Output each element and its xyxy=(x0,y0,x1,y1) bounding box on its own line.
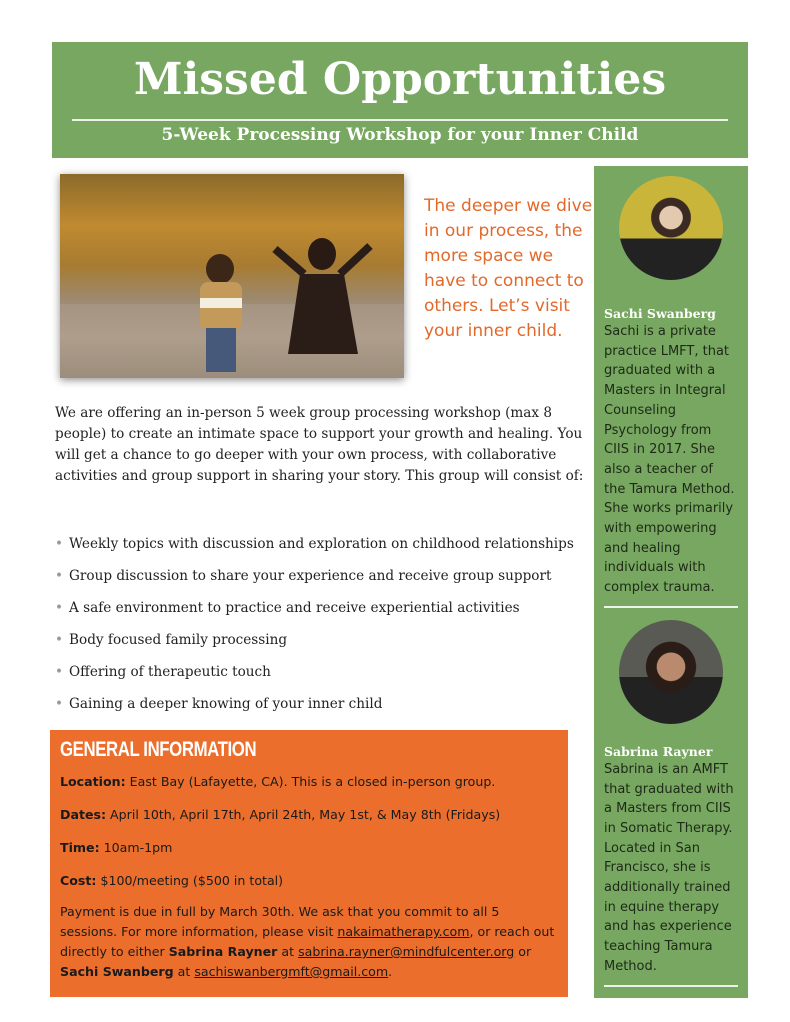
list-item-text: Offering of therapeutic touch xyxy=(69,664,271,680)
location-line xyxy=(60,772,558,792)
general-information-box xyxy=(50,730,568,997)
time-line xyxy=(60,838,558,858)
dates-label: Dates: xyxy=(60,807,107,822)
child-and-mother-illustration xyxy=(60,174,404,378)
sidebar-divider xyxy=(604,985,738,987)
location-label: Location: xyxy=(60,774,126,789)
payment-text: Payment is due in full by March 30th. We ask that you commit to all 5 sessions. For more information, please visit xyxy=(60,904,500,939)
list-item xyxy=(55,565,595,597)
cost-line xyxy=(60,871,558,891)
list-item-text: A safe environment to practice and receive experiential activities xyxy=(69,600,520,616)
header-divider xyxy=(72,119,728,121)
contact-name-sachi: Sachi Swanberg xyxy=(60,964,174,979)
or-text: or xyxy=(514,944,532,959)
time-label: Time: xyxy=(60,840,100,855)
contact-name-sabrina: Sabrina Rayner xyxy=(168,944,278,959)
time-value: 10am-1pm xyxy=(99,840,173,855)
dates-value: April 10th, April 17th, April 24th, May 1st, & May 8th (Fridays) xyxy=(106,807,501,822)
bullet-icon: • xyxy=(55,600,64,616)
avatar-sabrina xyxy=(619,620,723,724)
list-item xyxy=(55,597,595,629)
website-link[interactable]: nakaimatherapy.com xyxy=(337,924,470,939)
bullet-icon: • xyxy=(55,664,64,680)
period: . xyxy=(388,964,393,979)
page-subtitle: 5-Week Processing Workshop for your Inner Child xyxy=(161,125,639,145)
bullet-icon: • xyxy=(55,536,64,552)
email-link-sabrina[interactable]: sabrina.rayner@mindfulcenter.org xyxy=(298,944,515,959)
bullet-icon: • xyxy=(55,568,64,584)
location-value: East Bay (Lafayette, CA). This is a closed in-person group. xyxy=(125,774,496,789)
facilitator-bio: Sachi is a private practice LMFT, that graduated with a Masters in Integral Counseling Psychology from CIIS in 2017. She also a teacher of the Tamura Method. She works primarily with empowering and healing individuals with complex trauma. xyxy=(604,324,735,596)
list-item-text: Body focused family processing xyxy=(69,632,288,648)
email-link-sachi[interactable]: sachiswanbergmft@gmail.com xyxy=(194,964,389,979)
pull-quote: The deeper we dive in our process, the more space we have to connect to others. Let’s visit your inner child. xyxy=(424,196,593,341)
at-text: at xyxy=(277,944,299,959)
bullet-icon: • xyxy=(55,632,64,648)
payment-paragraph xyxy=(60,902,558,982)
cost-value: $100/meeting ($500 in total) xyxy=(96,873,284,888)
list-item xyxy=(55,693,595,725)
facilitator-sidebar xyxy=(594,166,748,998)
hero-photo xyxy=(60,174,404,378)
at-text: at xyxy=(173,964,195,979)
bullet-icon: • xyxy=(55,696,64,712)
list-item-text: Weekly topics with discussion and exploration on childhood relationships xyxy=(69,536,574,552)
dates-line xyxy=(60,805,558,825)
intro-paragraph: We are offering an in-person 5 week group processing workshop (max 8 people) to create an intimate space to support your growth and healing. You will get a chance to go deeper with your own process, with collaborative activities and group support in sharing your story. This group will consist of: xyxy=(55,405,584,484)
list-item-text: Group discussion to share your experience and receive group support xyxy=(69,568,552,584)
facilitator-name: Sabrina Rayner xyxy=(604,743,713,759)
avatar-sachi xyxy=(619,176,723,280)
facilitator-bio: Sabrina is an AMFT that graduated with a Masters from CIIS in Somatic Therapy. Located in San Francisco, she is additionally trained in equine therapy and has experience teaching Tamura Method. xyxy=(604,761,734,974)
list-item xyxy=(55,661,595,693)
payment-text-2: , or reach out directly to either xyxy=(60,924,555,959)
topics-list xyxy=(55,533,595,725)
info-heading: GENERAL INFORMATION xyxy=(60,738,257,761)
list-item xyxy=(55,533,595,565)
list-item-text: Gaining a deeper knowing of your inner child xyxy=(69,696,383,712)
cost-label: Cost: xyxy=(60,873,97,888)
facilitator-name: Sachi Swanberg xyxy=(604,306,716,321)
sidebar-divider xyxy=(604,606,738,608)
list-item xyxy=(55,629,595,661)
header-banner xyxy=(52,42,748,158)
page-title: Missed Opportunities xyxy=(133,54,667,105)
